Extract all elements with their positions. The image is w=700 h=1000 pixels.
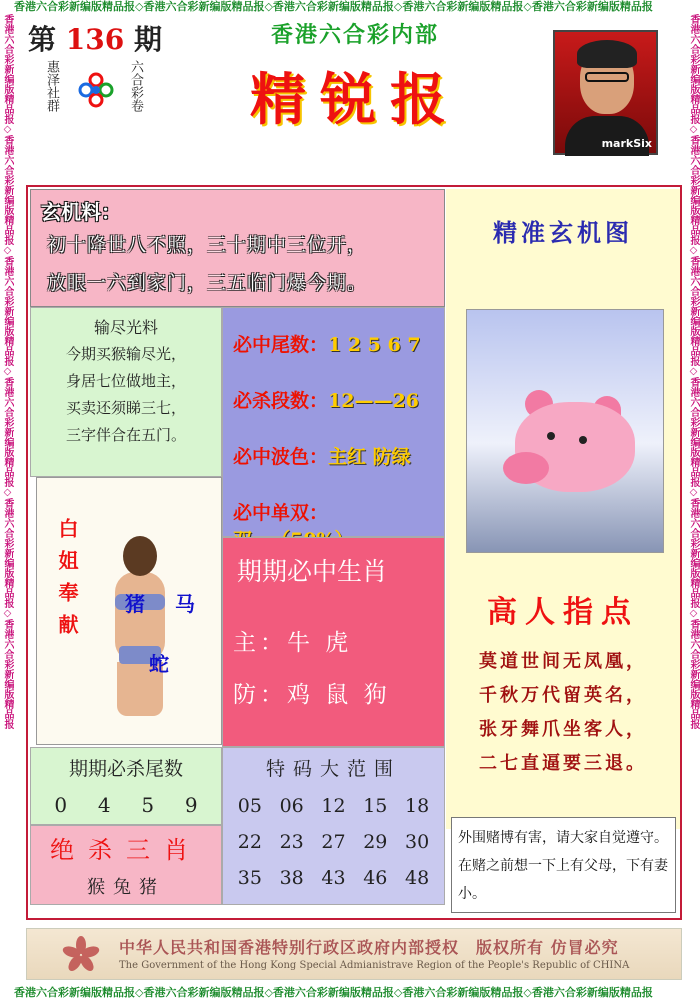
tips-line-2: 放眼一六到家门，三五临门爆今期。 bbox=[47, 272, 368, 294]
poem-panel bbox=[30, 307, 222, 477]
issue-prefix: 第 bbox=[28, 23, 57, 56]
footer-authorization: 中华人民共和国香港特别行政区政府内部授权 版权所有 仿冒必究 bbox=[119, 938, 619, 957]
poem-title: 输尽光料 bbox=[93, 318, 158, 337]
expert-tip-line: 莫道世间无凤凰， bbox=[479, 651, 647, 672]
issue-number bbox=[28, 18, 162, 58]
tips-panel bbox=[30, 189, 445, 307]
issue-value: 136 bbox=[65, 23, 125, 56]
zodiac-main: 主：牛 虎 bbox=[233, 630, 353, 656]
zodiac-panel bbox=[222, 537, 445, 747]
zodiac-snake: 蛇 bbox=[149, 652, 169, 676]
zodiac-horse: 马 bbox=[175, 592, 195, 616]
right-panel bbox=[446, 189, 680, 829]
baijie-vertical-text: 白姐奉献 bbox=[55, 518, 79, 646]
special-number: 06 bbox=[279, 795, 304, 817]
kill-tail-num: 5 bbox=[141, 793, 155, 817]
kill-tail-num: 9 bbox=[184, 793, 198, 817]
gambling-warning: 外围赌博有害，请大家自觉遵守。在赌之前想一下上有父母，下有妻小。 bbox=[451, 817, 676, 913]
expert-tip-line: 二七直逼要三退。 bbox=[479, 753, 647, 774]
kill-tail-numbers bbox=[31, 793, 221, 817]
pick-label: 必中波色： bbox=[233, 446, 329, 468]
poem-line: 买卖还须睇三七， bbox=[65, 399, 186, 417]
header-subtitle: 香港六合彩内部 bbox=[270, 22, 439, 48]
pick-value: 1 2 5 6 7 bbox=[328, 334, 421, 356]
pick-segment bbox=[233, 386, 419, 413]
special-number: 18 bbox=[404, 795, 430, 817]
portrait-image bbox=[553, 30, 658, 155]
special-number: 46 bbox=[363, 867, 388, 889]
expert-tip-line: 千秋万代留英名， bbox=[479, 685, 647, 706]
issue-suffix: 期 bbox=[133, 23, 162, 56]
border-right-text: 香港六合彩新编版精品报◇香港六合彩新编版精品报◇香港六合彩新编版精品报◇香港六合彩新编版精品报◇香港六合彩新编版精品报◇香港六合彩新编版精品报 bbox=[688, 14, 699, 729]
special-range-title: 特码大范围 bbox=[265, 758, 401, 780]
pick-tail bbox=[233, 330, 421, 357]
puzzle-image-title: 精准玄机图 bbox=[493, 218, 633, 247]
zodiac-pig: 猪 bbox=[125, 592, 145, 616]
pick-value: 12——26 bbox=[328, 390, 419, 412]
tips-line-1: 初十降世八不照，三十期中三位开， bbox=[47, 234, 368, 256]
expert-tip-title: 高人指点 bbox=[487, 595, 639, 630]
special-number: 05 bbox=[237, 795, 262, 817]
bauhinia-emblem-icon bbox=[61, 935, 101, 975]
kill-tail-num: 0 bbox=[54, 793, 68, 817]
kill-tail-title: 期期必杀尾数 bbox=[68, 758, 183, 780]
special-range-panel bbox=[222, 747, 445, 905]
poem-line: 今期买猴输尽光， bbox=[65, 345, 186, 363]
pick-label: 必杀段数： bbox=[233, 390, 329, 412]
pick-value: 主红 防绿 bbox=[328, 446, 411, 468]
poem-line: 身居七位做地主， bbox=[65, 372, 186, 390]
logo-left-text: 惠泽社群 bbox=[44, 60, 59, 112]
portrait-mark: markSix bbox=[601, 137, 652, 150]
border-top-text: 香港六合彩新编版精品报◇香港六合彩新编版精品报◇香港六合彩新编版精品报◇香港六合彩新编版精品报◇香港六合彩新编版精品报 bbox=[14, 0, 653, 13]
special-number: 29 bbox=[363, 831, 388, 853]
lotto-balls-icon bbox=[76, 70, 116, 110]
special-number: 23 bbox=[279, 831, 304, 853]
special-number: 43 bbox=[321, 867, 346, 889]
special-number: 12 bbox=[321, 795, 346, 817]
pig-snout-shape bbox=[503, 452, 549, 484]
zodiac-guard: 防：鸡 鼠 狗 bbox=[233, 682, 391, 708]
special-row bbox=[223, 831, 444, 853]
content-frame bbox=[26, 185, 682, 920]
picks-panel bbox=[222, 307, 445, 537]
pig-eye-shape bbox=[547, 432, 555, 440]
special-number: 27 bbox=[321, 831, 346, 853]
model-figure-image bbox=[101, 536, 181, 716]
special-number: 30 bbox=[404, 831, 430, 853]
special-row bbox=[223, 795, 444, 817]
club-logo bbox=[38, 60, 168, 130]
logo-right-text: 六合彩卷 bbox=[128, 60, 143, 112]
special-row bbox=[223, 867, 444, 889]
zodiac-panel-title: 期期必中生肖 bbox=[237, 557, 388, 586]
kill-tail-panel bbox=[30, 747, 222, 825]
model-photo-panel bbox=[36, 477, 222, 745]
pick-color bbox=[233, 442, 411, 469]
expert-tip-line: 张牙舞爪坐客人， bbox=[479, 719, 647, 740]
pig-eye-shape bbox=[579, 436, 587, 444]
kill-three-panel bbox=[30, 825, 222, 905]
poem-line: 三字伴合在五门。 bbox=[65, 426, 186, 444]
kill-tail-num: 4 bbox=[97, 793, 111, 817]
border-bottom-text: 香港六合彩新编版精品报◇香港六合彩新编版精品报◇香港六合彩新编版精品报◇香港六合彩新编版精品报◇香港六合彩新编版精品报 bbox=[14, 986, 653, 999]
pick-label: 必中尾数： bbox=[233, 334, 329, 356]
kill-three-animals: 猴兔猪 bbox=[87, 877, 165, 898]
footer-english: The Government of the Hong Kong Special Admianistrave Region of the People's Republic of CHINA bbox=[119, 960, 630, 971]
special-number: 38 bbox=[279, 867, 304, 889]
kill-three-title: 绝杀三肖 bbox=[50, 836, 202, 864]
footer-banner bbox=[26, 928, 682, 980]
special-number: 48 bbox=[404, 867, 430, 889]
tips-title: 玄机料： bbox=[41, 200, 121, 224]
special-number: 35 bbox=[237, 867, 262, 889]
border-left-text: 香港六合彩新编版精品报◇香港六合彩新编版精品报◇香港六合彩新编版精品报◇香港六合彩新编版精品报◇香港六合彩新编版精品报◇香港六合彩新编版精品报 bbox=[2, 14, 13, 729]
special-number: 15 bbox=[363, 795, 388, 817]
header-title: 精锐报 bbox=[250, 67, 460, 133]
pick-label: 必中单双： bbox=[233, 502, 329, 524]
pig-toy-image bbox=[466, 309, 664, 553]
special-number: 22 bbox=[237, 831, 262, 853]
